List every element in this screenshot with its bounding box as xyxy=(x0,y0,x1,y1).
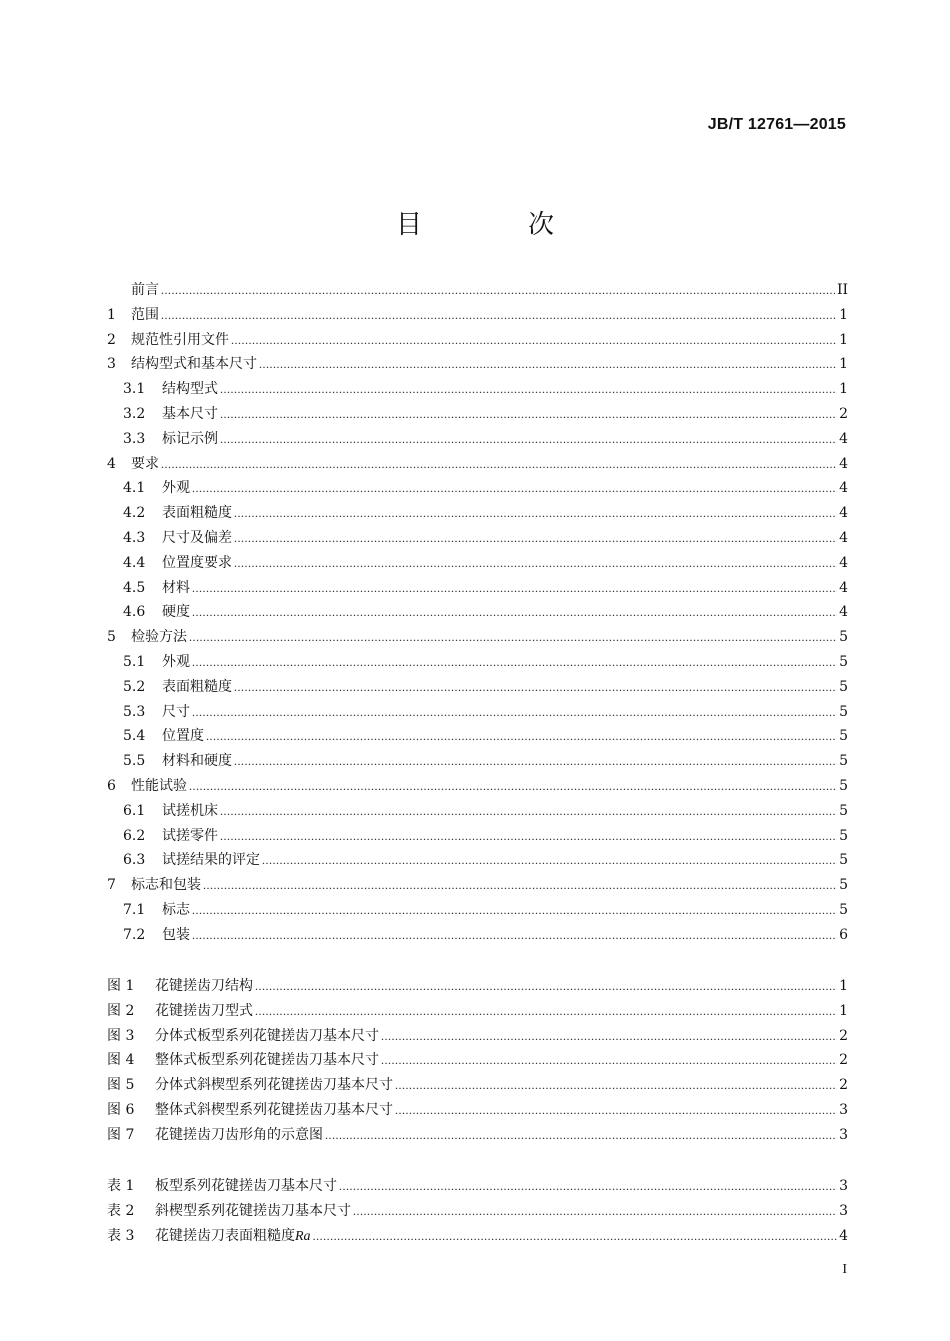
toc-entry[interactable] xyxy=(107,427,848,452)
toc-entry[interactable] xyxy=(107,774,848,799)
toc-entry-number: 4 xyxy=(107,455,116,472)
toc-entry[interactable] xyxy=(107,848,848,873)
figure-entry[interactable] xyxy=(107,1024,848,1049)
figure-entry-page: 3 xyxy=(839,1126,848,1143)
toc-entry[interactable] xyxy=(107,551,848,576)
toc-entry-label: 结构型式 xyxy=(162,381,218,398)
toc-entry-label: 位置度 xyxy=(162,728,204,745)
dot-leader xyxy=(192,898,837,923)
dot-leader xyxy=(192,923,837,948)
toc-entry-label: 性能试验 xyxy=(131,777,187,794)
dot-leader xyxy=(234,551,837,576)
standard-code: JB/T 12761—2015 xyxy=(707,116,846,133)
dot-leader xyxy=(192,576,837,601)
figure-entry-number: 图 7 xyxy=(107,1126,135,1143)
toc-entry-page: 5 xyxy=(839,852,848,869)
figure-entry-label: 整体式板型系列花键搓齿刀基本尺寸 xyxy=(155,1052,379,1069)
dot-leader xyxy=(339,1174,837,1199)
figure-entry-label: 分体式斜楔型系列花键搓齿刀基本尺寸 xyxy=(155,1077,393,1094)
dot-leader xyxy=(231,328,837,353)
figure-entry-label: 花键搓齿刀齿形角的示意图 xyxy=(155,1126,323,1143)
toc-entry-label: 标记示例 xyxy=(162,430,218,447)
dot-leader xyxy=(192,650,837,675)
dot-leader xyxy=(206,724,837,749)
table-entry[interactable] xyxy=(107,1174,848,1199)
toc-entry-label: 位置度要求 xyxy=(162,554,232,571)
toc-entry-page: 1 xyxy=(839,381,848,398)
dot-leader xyxy=(192,476,837,501)
toc-entry-page: 1 xyxy=(839,356,848,373)
toc-entry-label: 尺寸及偏差 xyxy=(162,529,232,546)
table-entry-number: 表 3 xyxy=(107,1227,135,1244)
toc-entry-number: 5.1 xyxy=(123,653,146,670)
toc-entry[interactable] xyxy=(107,650,848,675)
toc-entry-label: 要求 xyxy=(131,455,159,472)
toc-entry-number: 6.3 xyxy=(123,852,146,869)
figure-entry-number: 图 1 xyxy=(107,978,135,994)
table-entry-label-italic: Ra xyxy=(295,1228,311,1244)
figure-entry[interactable] xyxy=(107,1048,848,1073)
figure-entry-label: 分体式板型系列花键搓齿刀基本尺寸 xyxy=(155,1027,379,1044)
dot-leader xyxy=(395,1098,837,1123)
footer-page-number: I xyxy=(842,1262,847,1277)
table-entry-label: 斜楔型系列花键搓齿刀基本尺寸 xyxy=(155,1202,351,1219)
toc-entry-label: 前言 xyxy=(131,282,159,298)
figure-entry-number: 图 3 xyxy=(107,1027,135,1044)
figure-entry-label: 花键搓齿刀型式 xyxy=(155,1002,253,1019)
toc-entry-label: 硬度 xyxy=(162,604,190,621)
figure-entry[interactable] xyxy=(107,999,848,1024)
toc-entry-label: 试搓机床 xyxy=(162,802,218,819)
toc-entry[interactable] xyxy=(107,501,848,526)
dot-leader xyxy=(234,501,837,526)
dot-leader xyxy=(161,278,835,303)
dot-leader xyxy=(192,600,837,625)
toc-entry-number: 5.3 xyxy=(123,703,146,720)
toc-entry-page: 5 xyxy=(839,901,848,918)
toc-entry-number: 4.3 xyxy=(123,529,146,546)
dot-leader xyxy=(313,1224,838,1249)
toc-entry[interactable] xyxy=(107,898,848,923)
table-entry[interactable] xyxy=(107,1224,848,1249)
toc-entry-label: 尺寸 xyxy=(162,703,190,720)
dot-leader xyxy=(189,774,837,799)
toc-entry[interactable] xyxy=(107,700,848,725)
toc-entry-page: 4 xyxy=(839,455,848,472)
toc-entry-page: 5 xyxy=(839,753,848,770)
toc-entry[interactable] xyxy=(107,724,848,749)
table-entry-page: 3 xyxy=(839,1202,848,1219)
toc-entry-number: 7.1 xyxy=(123,901,146,918)
table-entry[interactable] xyxy=(107,1199,848,1224)
toc-entry-label: 材料 xyxy=(162,579,190,596)
dot-leader xyxy=(220,824,837,849)
toc-entry-number: 4.2 xyxy=(123,505,146,522)
toc-entry-label: 结构型式和基本尺寸 xyxy=(131,356,257,373)
table-entry-page: 3 xyxy=(839,1178,848,1194)
toc-entry-page: 1 xyxy=(839,331,848,348)
dot-leader xyxy=(220,799,837,824)
toc-entry-page: 4 xyxy=(839,604,848,621)
toc-entry-number: 7.2 xyxy=(123,926,146,943)
dot-leader xyxy=(395,1073,837,1098)
dot-leader xyxy=(220,377,837,402)
toc-entry-number: 4.1 xyxy=(123,480,146,497)
figure-entry-number: 图 6 xyxy=(107,1101,135,1118)
toc-entry-page: 5 xyxy=(839,678,848,695)
toc-entry-page: 1 xyxy=(839,306,848,323)
figure-entry[interactable] xyxy=(107,1123,848,1148)
toc-entry[interactable] xyxy=(107,625,848,650)
toc-entry-number: 6.1 xyxy=(123,802,146,819)
toc-entry[interactable] xyxy=(107,377,848,402)
table-entry-page: 4 xyxy=(839,1227,848,1244)
table-entry-label: 花键搓齿刀表面粗糙度 xyxy=(155,1227,295,1244)
toc-entry-page: 4 xyxy=(839,554,848,571)
toc-entry-number: 3.1 xyxy=(123,381,146,398)
figure-entry[interactable] xyxy=(107,974,848,999)
toc-entry-page: 5 xyxy=(839,728,848,745)
toc-entry[interactable] xyxy=(107,476,848,501)
figure-entry[interactable] xyxy=(107,1098,848,1123)
toc-entry[interactable] xyxy=(107,328,848,353)
dot-leader xyxy=(161,303,837,328)
toc-entry-number: 6.2 xyxy=(123,827,146,844)
toc-contents xyxy=(107,278,848,948)
table-entry-number: 表 1 xyxy=(107,1178,135,1194)
dot-leader xyxy=(353,1199,837,1224)
toc-entry-page: 5 xyxy=(839,629,848,646)
toc-entry[interactable] xyxy=(107,452,848,477)
toc-entry-number: 4.4 xyxy=(123,554,146,571)
toc-entry-label: 范围 xyxy=(131,306,159,323)
toc-entry-number: 3.3 xyxy=(123,430,146,447)
figure-entry-label: 花键搓齿刀结构 xyxy=(155,978,253,994)
toc-entry[interactable] xyxy=(107,303,848,328)
dot-leader xyxy=(189,625,837,650)
toc-entry-page: 5 xyxy=(839,703,848,720)
dot-leader xyxy=(259,352,837,377)
toc-entry-label: 试搓结果的评定 xyxy=(162,852,260,869)
figure-entry-page: 2 xyxy=(839,1077,848,1094)
dot-leader xyxy=(262,848,837,873)
toc-entry-label: 包装 xyxy=(162,926,190,943)
toc-entry-number: 1 xyxy=(107,306,116,323)
toc-entry-number: 5 xyxy=(107,629,116,646)
dot-leader xyxy=(255,999,837,1024)
toc-entry-page: 4 xyxy=(839,430,848,447)
toc-entry-page: 4 xyxy=(839,480,848,497)
toc-entry-page: 5 xyxy=(839,777,848,794)
toc-entry[interactable] xyxy=(107,923,848,948)
toc-entry-number: 5.4 xyxy=(123,728,146,745)
dot-leader xyxy=(203,873,837,898)
dot-leader xyxy=(234,749,837,774)
toc-entry[interactable] xyxy=(107,600,848,625)
toc-entry-number: 3.2 xyxy=(123,405,146,422)
table-entry-label: 板型系列花键搓齿刀基本尺寸 xyxy=(155,1178,337,1194)
toc-entry[interactable] xyxy=(107,675,848,700)
toc-entry-page: 5 xyxy=(839,653,848,670)
toc-entry-number: 5.5 xyxy=(123,753,146,770)
toc-entry-label: 外观 xyxy=(162,480,190,497)
toc-entry-label: 表面粗糙度 xyxy=(162,678,232,695)
toc-entry[interactable] xyxy=(107,799,848,824)
dot-leader xyxy=(234,675,837,700)
toc-entry-label: 基本尺寸 xyxy=(162,405,218,422)
toc-entry-page: 6 xyxy=(839,926,848,943)
figure-entry-number: 图 5 xyxy=(107,1077,135,1094)
toc-entry-page: 4 xyxy=(839,579,848,596)
toc-entry[interactable] xyxy=(107,873,848,898)
toc-entry[interactable] xyxy=(107,526,848,551)
toc-tables xyxy=(107,1174,848,1248)
toc-entry-page: 4 xyxy=(839,529,848,546)
toc-entry-number: 2 xyxy=(107,331,116,348)
figure-entry-page: 1 xyxy=(839,1002,848,1019)
toc-entry-page: 4 xyxy=(839,505,848,522)
toc-entry-number: 5.2 xyxy=(123,678,146,695)
figure-entry-number: 图 2 xyxy=(107,1002,135,1019)
toc-entry-label: 规范性引用文件 xyxy=(131,331,229,348)
toc-entry-label: 标志和包装 xyxy=(131,877,201,894)
figure-entry-page: 3 xyxy=(839,1101,848,1118)
toc-entry-label: 外观 xyxy=(162,653,190,670)
toc-entry[interactable] xyxy=(107,352,848,377)
toc-entry-page: II xyxy=(836,282,848,298)
toc-entry[interactable] xyxy=(107,278,848,303)
figure-entry-page: 1 xyxy=(839,978,848,994)
toc-entry[interactable] xyxy=(107,749,848,774)
dot-leader xyxy=(381,1024,837,1049)
toc-entry[interactable] xyxy=(107,576,848,601)
dot-leader xyxy=(220,427,837,452)
toc-entry-page: 5 xyxy=(839,802,848,819)
toc-entry-label: 检验方法 xyxy=(131,629,187,646)
toc-entry-label: 材料和硬度 xyxy=(162,753,232,770)
toc-entry-page: 5 xyxy=(839,827,848,844)
toc-figures xyxy=(107,974,848,1148)
toc-entry-page: 2 xyxy=(839,405,848,422)
toc-entry-number: 7 xyxy=(107,877,116,894)
toc-entry-label: 表面粗糙度 xyxy=(162,505,232,522)
toc-entry-number: 4.6 xyxy=(123,604,146,621)
figure-entry-page: 2 xyxy=(839,1027,848,1044)
figure-entry-number: 图 4 xyxy=(107,1052,135,1069)
toc-entry[interactable] xyxy=(107,402,848,427)
dot-leader xyxy=(325,1123,837,1148)
toc-entry-page: 5 xyxy=(839,877,848,894)
toc-entry-number: 3 xyxy=(107,356,116,373)
table-entry-number: 表 2 xyxy=(107,1202,135,1219)
figure-entry-label: 整体式斜楔型系列花键搓齿刀基本尺寸 xyxy=(155,1101,393,1118)
dot-leader xyxy=(192,700,837,725)
figure-entry[interactable] xyxy=(107,1073,848,1098)
toc-entry-number: 4.5 xyxy=(123,579,146,596)
toc-entry-label: 标志 xyxy=(162,901,190,918)
page-title: 目 次 xyxy=(395,210,594,240)
dot-leader xyxy=(220,402,837,427)
figure-entry-page: 2 xyxy=(839,1052,848,1069)
toc-entry-number: 6 xyxy=(107,777,116,794)
toc-entry[interactable] xyxy=(107,824,848,849)
dot-leader xyxy=(381,1048,837,1073)
dot-leader xyxy=(234,526,837,551)
dot-leader xyxy=(255,974,837,999)
dot-leader xyxy=(161,452,837,477)
toc-entry-label: 试搓零件 xyxy=(162,827,218,844)
